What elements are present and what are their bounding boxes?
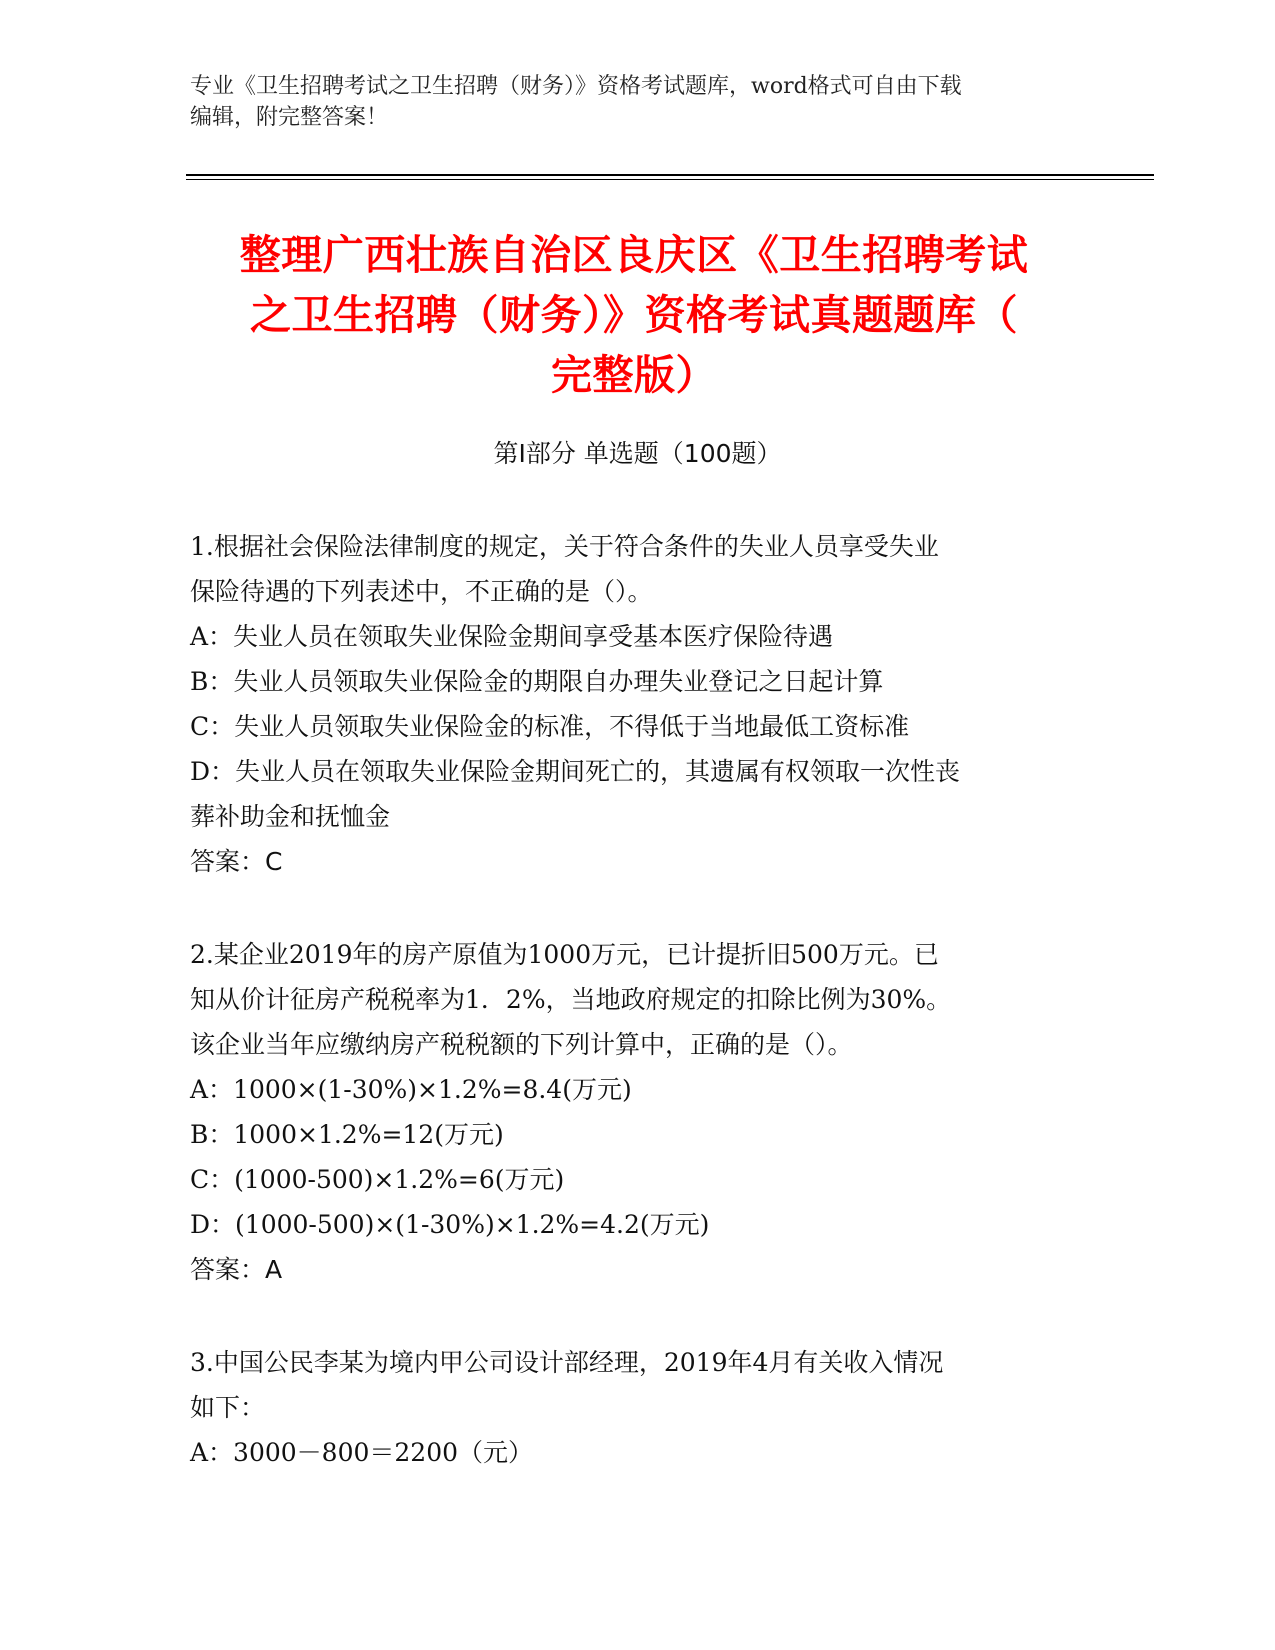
option-c: C：失业人员领取失业保险金的标准，不得低于当地最低工资标准 <box>190 712 910 741</box>
question-stem-line: 保险待遇的下列表述中，不正确的是（）。 <box>190 577 653 606</box>
question-1 <box>190 524 1070 884</box>
section-title: 第Ⅰ部分 单选题（100题） <box>493 439 782 468</box>
header-line-1: 专业《卫生招聘考试之卫生招聘（财务）》资格考试题库，word格式可自由下载 <box>190 74 962 99</box>
header-divider-thick <box>186 174 1154 176</box>
header-divider-thin <box>186 179 1154 180</box>
question-stem-line: 1.根据社会保险法律制度的规定，关于符合条件的失业人员享受失业 <box>190 532 939 561</box>
title-line-3: 完整版） <box>551 351 717 399</box>
option-d: D：(1000-500)×(1-30%)×1.2%=4.2(万元) <box>190 1210 710 1239</box>
option-a: A：3000－800＝2200（元） <box>190 1438 534 1467</box>
option-a: A：1000×(1-30%)×1.2%=8.4(万元) <box>190 1075 632 1104</box>
document-header <box>190 71 1070 133</box>
question-stem-line: 知从价计征房产税税率为1．2%，当地政府规定的扣除比例为30%。 <box>190 985 952 1014</box>
option-c: C：(1000-500)×1.2%=6(万元) <box>190 1165 565 1194</box>
header-line-2: 编辑，附完整答案！ <box>190 105 389 130</box>
answer: 答案：A <box>190 1255 283 1284</box>
question-stem-line: 2.某企业2019年的房产原值为1000万元，已计提折旧500万元。已 <box>190 940 939 969</box>
question-2 <box>190 932 1070 1292</box>
question-stem-line: 如下： <box>190 1393 266 1422</box>
option-b: B：失业人员领取失业保险金的期限自办理失业登记之日起计算 <box>190 667 884 696</box>
option-d: D：失业人员在领取失业保险金期间死亡的，其遗属有权领取一次性丧 <box>190 757 961 786</box>
document-title <box>186 225 1082 405</box>
question-stem-line: 3.中国公民李某为境内甲公司设计部经理，2019年4月有关收入情况 <box>190 1348 944 1377</box>
question-3 <box>190 1340 1070 1475</box>
title-line-2: 之卫生招聘（财务）》资格考试真题题库（ <box>250 291 1018 339</box>
option-d-continued: 葬补助金和抚恤金 <box>190 802 391 831</box>
answer: 答案：C <box>190 847 283 876</box>
title-line-1: 整理广西壮族自治区良庆区《卫生招聘考试 <box>239 231 1029 279</box>
option-b: B：1000×1.2%=12(万元) <box>190 1120 504 1149</box>
question-stem-line: 该企业当年应缴纳房产税税额的下列计算中，正确的是（）。 <box>190 1030 853 1059</box>
option-a: A：失业人员在领取失业保险金期间享受基本医疗保险待遇 <box>190 622 834 651</box>
